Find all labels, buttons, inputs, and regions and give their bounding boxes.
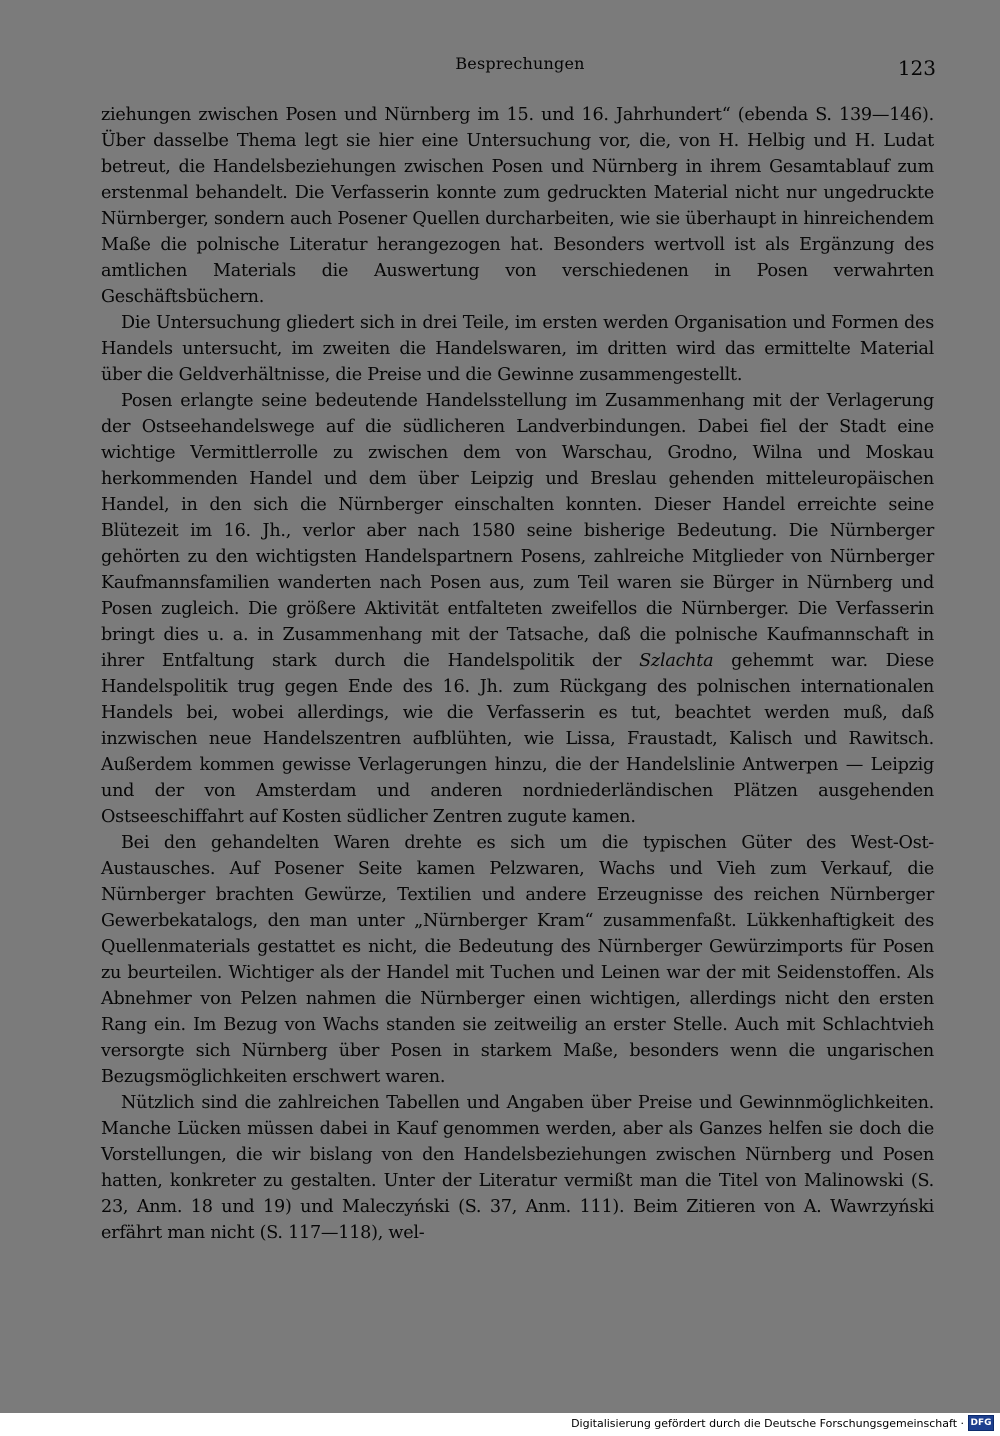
paragraph-trade-position-text-1: Posen erlangte seine bedeutende Handelsstellung im Zusammenhang mit der Verlagerung der Ostseehandelswege auf die südlicheren Landverbindungen. Dabei fiel der Stadt eine wichtige Vermittlerrolle zu zwischen dem von Warschau, Grodno, Wilna und Moskau herkommenden Handel und dem über Leipzig und Breslau gehenden mitteleuropäischen Handel, in den sich die Nürnberger einschalten konnten. Dieser Handel erreichte seine Blütezeit im 16. Jh., verlor aber nach 1580 seine bisherige Bedeutung. Die Nürnberger gehörten zu den wichtigsten Handelspartnern Posens, zahlreiche Mitglieder von Nürnberger Kaufmannsfamilien wanderten nach Posen aus, zum Teil waren sie Bürger in Nürnberg und Posen zugleich. Die größere Aktivität entfalteten zweifellos die Nürnberger. Die Verfasserin bringt dies u. a. in Zusammenhang mit der Tatsache, daß die polnische Kaufmannschaft in ihrer Entfaltung stark durch die Handelspolitik der — [101, 391, 934, 671]
page-header — [100, 48, 940, 88]
dfg-logo: DFG — [968, 1415, 994, 1431]
running-title: Besprechungen — [455, 54, 585, 73]
page-number: 123 — [897, 56, 936, 80]
funding-credit: Digitalisierung gefördert durch die Deutsche Forschungsgemeinschaft · — [571, 1417, 964, 1430]
review-body-text — [101, 102, 934, 1246]
paragraph-continuation: ziehungen zwischen Posen und Nürnberg im 15. und 16. Jahrhundert“ (ebenda S. 139—146). Über dasselbe Thema legt sie hier eine Untersuchung vor, die, von H. Helbig und H. Ludat betreut, die Handelsbeziehungen zwischen Posen und Nürnberg in ihrem Gesamtablauf zum erstenmal behandelt. Die Verfasserin konnte zum gedruckten Material nicht nur ungedruckte Nürnberger, sondern auch Posener Quellen durcharbeiten, wie sie überhaupt in hinreichendem Maße die polnische Literatur herangezogen hat. Besonders wertvoll ist als Ergänzung des amtlichen Materials die Auswertung von verschiedenen in Posen verwahrten Geschäftsbüchern. — [101, 105, 934, 307]
italic-term-szlachta: Szlachta — [639, 651, 714, 671]
paragraph-trade-position-text-2: gehemmt war. Diese Handelspolitik trug gegen Ende des 16. Jh. zum Rückgang des polnischen internationalen Handels bei, wobei allerdings, wie die Verfasserin es tut, beachtet werden muß, daß inzwischen neue Handelszentren aufblühten, wie Lissa, Fraustadt, Kalisch und Rawitsch. Außerdem kommen gewisse Verlagerungen hinzu, die der Handelslinie Antwerpen — Leipzig und der von Amsterdam und anderen nordniederländischen Plätzen ausgehenden Ostseeschiffahrt auf Kosten südlicher Zentren zugute kamen. — [101, 651, 934, 827]
paragraph-traded-goods: Bei den gehandelten Waren drehte es sich um die typischen Güter des West-Ost-Austausches. Auf Posener Seite kamen Pelzwaren, Wachs und Vieh zum Verkauf, die Nürnberger brachten Gewürze, Textilien und andere Erzeugnisse des reichen Nürnberger Gewerbekatalogs, den man unter „Nürnberger Kram“ zusammenfaßt. Lükkenhaftigkeit des Quellenmaterials gestattet es nicht, die Bedeutung des Nürnberger Gewürzimports für Posen zu beurteilen. Wichtiger als der Handel mit Tuchen und Leinen war der mit Seidenstoffen. Als Abnehmer von Pelzen nahmen die Nürnberger einen wichtigen, allerdings nicht den ersten Rang ein. Im Bezug von Wachs standen sie zeitweilig an erster Stelle. Auch mit Schlachtvieh versorgte sich Nürnberg über Posen in starkem Maße, besonders wenn die ungarischen Bezugsmöglichkeiten erschwert waren. — [101, 833, 934, 1087]
paragraph-trade-position — [101, 388, 934, 830]
paragraph-tables-and-literature: Nützlich sind die zahlreichen Tabellen und Angaben über Preise und Gewinnmöglichkeiten. Manche Lücken müssen dabei in Kauf genommen werden, aber als Ganzes helfen sie doch die Vorstellungen, die wir bislang von den Handelsbeziehungen zwischen Nürnberg und Posen hatten, konkreter zu gestalten. Unter der Literatur vermißt man die Titel von Malinowski (S. 23, Anm. 18 und 19) und Maleczyński (S. 37, Anm. 111). Beim Zitieren von A. Wawrzyński erfährt man nicht (S. 117—118), wel- — [101, 1093, 934, 1243]
digitization-footer — [0, 1413, 1000, 1436]
paragraph-structure: Die Untersuchung gliedert sich in drei Teile, im ersten werden Organisation und Formen des Handels untersucht, im zweiten die Handelswaren, im dritten wird das ermittelte Material über die Geldverhältnisse, die Preise und die Gewinne zusammengestellt. — [101, 313, 934, 385]
